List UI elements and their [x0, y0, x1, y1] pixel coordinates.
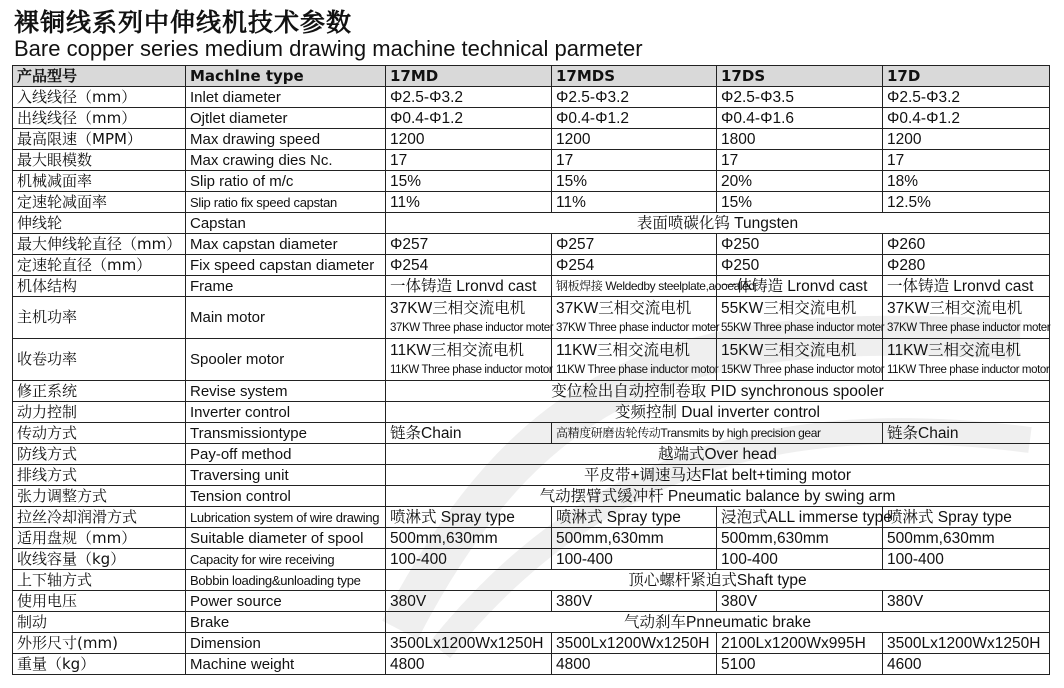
param-name-en: Slip ratio of m/c	[186, 171, 386, 192]
param-value	[552, 297, 720, 339]
param-value: 一体铸造 Lronvd cast	[386, 276, 552, 297]
param-name-en: Capacity for wire receiving	[186, 549, 386, 570]
param-value: 17	[883, 150, 1050, 171]
param-value: 100-400	[883, 549, 1050, 570]
value-line-en: 15KW Three phase inductor motor	[721, 363, 885, 376]
value-line-zh: 37KW三相交流电机	[556, 299, 692, 317]
param-value: 3500Lx1200Wx1250H	[386, 633, 552, 654]
value-line-zh: 37KW三相交流电机	[887, 299, 1023, 317]
value-line-en: 37KW Three phase inductor moter	[887, 321, 1051, 334]
param-name-en: Suitable diameter of spool	[186, 528, 386, 549]
value-line-zh: 15KW三相交流电机	[721, 341, 857, 359]
param-name-zh: 入线线径（mm）	[13, 87, 186, 108]
table-row	[13, 297, 1050, 339]
param-name-zh: 最高限速（MPM）	[13, 129, 186, 150]
param-value: Φ2.5-Φ3.2	[386, 87, 552, 108]
param-value: 17	[717, 150, 883, 171]
param-name-zh: 机械减面率	[13, 171, 186, 192]
param-name-en: Slip ratio fix speed capstan	[186, 192, 386, 213]
param-value: 380V	[386, 591, 552, 612]
table-row	[13, 528, 1050, 549]
table-row	[13, 339, 1050, 381]
param-value: 100-400	[717, 549, 883, 570]
param-name-zh: 防线方式	[13, 444, 186, 465]
param-value: 1200	[552, 129, 717, 150]
param-name-en: Capstan	[186, 213, 386, 234]
param-value: Φ250	[717, 234, 883, 255]
param-value: Φ2.5-Φ3.2	[883, 87, 1050, 108]
value-line-zh: 37KW三相交流电机	[390, 299, 526, 317]
header-en: Machlne type	[186, 66, 386, 87]
param-name-en: Max drawing speed	[186, 129, 386, 150]
param-value: 15%	[717, 192, 883, 213]
param-value: 11%	[386, 192, 552, 213]
param-value: Φ2.5-Φ3.2	[552, 87, 717, 108]
param-value-all: 越端式Over head	[386, 444, 1050, 465]
param-value: 喷淋式 Spray type	[883, 507, 1050, 528]
table-row	[13, 213, 1050, 234]
value-line-zh: 11KW三相交流电机	[556, 341, 691, 359]
value-line-zh: 55KW三相交流电机	[721, 299, 857, 317]
table-row	[13, 255, 1050, 276]
param-value: 500mm,630mm	[883, 528, 1050, 549]
param-name-zh: 收卷功率	[13, 339, 186, 381]
param-value: 喷淋式 Spray type	[386, 507, 552, 528]
param-value: 15%	[386, 171, 552, 192]
param-name-zh: 张力调整方式	[13, 486, 186, 507]
table-row	[13, 276, 1050, 297]
param-value: 5100	[717, 654, 883, 675]
param-value: 380V	[552, 591, 717, 612]
param-name-zh: 上下轴方式	[13, 570, 186, 591]
param-value: 高精度研磨齿轮传动Transmits by high precision gear	[552, 423, 883, 444]
table-row	[13, 612, 1050, 633]
param-value: Φ280	[883, 255, 1050, 276]
table-row	[13, 654, 1050, 675]
param-name-zh: 最大伸线轮直径（mm）	[13, 234, 186, 255]
param-value-all: 表面喷碳化钨 Tungsten	[386, 213, 1050, 234]
table-row	[13, 192, 1050, 213]
param-value: 20%	[717, 171, 883, 192]
param-value	[717, 339, 883, 381]
table-row	[13, 633, 1050, 654]
param-name-en: Machine weight	[186, 654, 386, 675]
param-value: Φ0.4-Φ1.2	[552, 108, 717, 129]
param-value: Φ254	[386, 255, 552, 276]
param-value: 一体铸造 Lronvd cast	[717, 276, 883, 297]
param-value	[386, 297, 552, 339]
param-value: 11%	[552, 192, 717, 213]
value-line-zh: 11KW三相交流电机	[887, 341, 1022, 359]
header-row	[13, 66, 1050, 87]
param-name-zh: 制动	[13, 612, 186, 633]
param-value: 18%	[883, 171, 1050, 192]
param-name-zh: 动力控制	[13, 402, 186, 423]
param-value: 钢板焊接 Weldedby steelplate,aooealed	[552, 276, 717, 297]
param-name-zh: 主机功率	[13, 297, 186, 339]
param-value: Φ0.4-Φ1.6	[717, 108, 883, 129]
table-row	[13, 486, 1050, 507]
param-name-en: Frame	[186, 276, 386, 297]
table-row	[13, 381, 1050, 402]
param-name-en: Main motor	[186, 297, 386, 339]
param-value: 380V	[717, 591, 883, 612]
param-value: 1200	[386, 129, 552, 150]
param-value	[883, 297, 1050, 339]
param-value: 4800	[386, 654, 552, 675]
param-value: 4600	[883, 654, 1050, 675]
param-value	[883, 339, 1050, 381]
table-row	[13, 465, 1050, 486]
value-line-en: 55KW Three phase inductor moter	[721, 321, 885, 334]
param-value: 100-400	[386, 549, 552, 570]
table-row	[13, 108, 1050, 129]
table-row	[13, 549, 1050, 570]
model-17mds: 17MDS	[552, 66, 717, 87]
param-value: Φ257	[552, 234, 717, 255]
param-name-en: Pay-off method	[186, 444, 386, 465]
param-value-all: 气动刹车Pnneumatic brake	[386, 612, 1050, 633]
table-row	[13, 570, 1050, 591]
model-17ds: 17DS	[717, 66, 883, 87]
param-name-zh: 传动方式	[13, 423, 186, 444]
param-value	[717, 297, 883, 339]
param-value: 500mm,630mm	[717, 528, 883, 549]
header-zh: 产品型号	[13, 66, 186, 87]
param-name-en: Tension control	[186, 486, 386, 507]
param-name-en: Spooler motor	[186, 339, 386, 381]
model-17md: 17MD	[386, 66, 552, 87]
value-line-en: 11KW Three phase inductor motor	[556, 363, 719, 376]
param-name-zh: 机体结构	[13, 276, 186, 297]
param-value	[552, 339, 717, 381]
param-name-zh: 修正系统	[13, 381, 186, 402]
param-name-zh: 出线线径（mm）	[13, 108, 186, 129]
param-name-zh: 定速轮直径（mm）	[13, 255, 186, 276]
param-name-zh: 收线容量（kg）	[13, 549, 186, 570]
param-value: 15%	[552, 171, 717, 192]
param-value: Φ254	[552, 255, 717, 276]
table-row	[13, 234, 1050, 255]
param-name-en: Revise system	[186, 381, 386, 402]
model-17d: 17D	[883, 66, 1050, 87]
table-row	[13, 591, 1050, 612]
param-name-en: Ojtlet diameter	[186, 108, 386, 129]
param-value: Φ0.4-Φ1.2	[883, 108, 1050, 129]
param-name-zh: 伸线轮	[13, 213, 186, 234]
param-value: 3500Lx1200Wx1250H	[883, 633, 1050, 654]
param-value: 1200	[883, 129, 1050, 150]
param-name-en: Transmissiontype	[186, 423, 386, 444]
param-value: 4800	[552, 654, 717, 675]
title-english: Bare copper series medium drawing machine technical parmeter	[14, 36, 643, 61]
param-value: 浸泡式ALL immerse type	[717, 507, 883, 528]
value-line-zh: 11KW三相交流电机	[390, 341, 525, 359]
param-value-all: 气动摆臂式缓冲杆 Pneumatic balance by swing arm	[386, 486, 1050, 507]
param-value: 链条Chain	[386, 423, 552, 444]
param-value: 一体铸造 Lronvd cast	[883, 276, 1050, 297]
param-value: 链条Chain	[883, 423, 1050, 444]
value-line-en: 11KW Three phase inductor motor	[887, 363, 1050, 376]
table-row	[13, 129, 1050, 150]
table-row	[13, 402, 1050, 423]
param-value: 17	[552, 150, 717, 171]
param-name-en: Inverter control	[186, 402, 386, 423]
table-row	[13, 507, 1050, 528]
param-value-all: 平皮带+调速马达Flat belt+timing motor	[386, 465, 1050, 486]
param-value: Φ250	[717, 255, 883, 276]
param-value: 喷淋式 Spray type	[552, 507, 717, 528]
param-name-zh: 最大眼模数	[13, 150, 186, 171]
spec-table	[12, 65, 1050, 675]
param-value: Φ2.5-Φ3.5	[717, 87, 883, 108]
param-name-en: Max capstan diameter	[186, 234, 386, 255]
param-value: 2100Lx1200Wx995H	[717, 633, 883, 654]
param-value: 500mm,630mm	[552, 528, 717, 549]
param-name-zh: 定速轮减面率	[13, 192, 186, 213]
param-name-zh: 适用盘规（mm）	[13, 528, 186, 549]
param-value: 100-400	[552, 549, 717, 570]
param-value: 12.5%	[883, 192, 1050, 213]
param-value: Φ0.4-Φ1.2	[386, 108, 552, 129]
param-value: 17	[386, 150, 552, 171]
value-line-en: 37KW Three phase inductor moter	[390, 321, 554, 334]
param-value-all: 变位检出自动控制卷取 PID synchronous spooler	[386, 381, 1050, 402]
param-name-en: Inlet diameter	[186, 87, 386, 108]
param-value: 3500Lx1200Wx1250H	[552, 633, 717, 654]
param-value: 500mm,630mm	[386, 528, 552, 549]
param-name-zh: 使用电压	[13, 591, 186, 612]
table-row	[13, 87, 1050, 108]
param-name-en: Dimension	[186, 633, 386, 654]
table-row	[13, 423, 1050, 444]
param-value-all: 变频控制 Dual inverter control	[386, 402, 1050, 423]
param-value	[386, 339, 552, 381]
table-row	[13, 150, 1050, 171]
table-row	[13, 444, 1050, 465]
param-name-zh: 外形尺寸(mm)	[13, 633, 186, 654]
param-name-zh: 拉丝冷却润滑方式	[13, 507, 186, 528]
param-name-en: Power source	[186, 591, 386, 612]
param-name-en: Lubrication system of wire drawing	[186, 507, 386, 528]
spec-table-body	[13, 66, 1050, 675]
param-value: Φ260	[883, 234, 1050, 255]
param-value: 1800	[717, 129, 883, 150]
value-line-en: 11KW Three phase inductor motor	[390, 363, 553, 376]
param-value: 380V	[883, 591, 1050, 612]
param-name-zh: 排线方式	[13, 465, 186, 486]
param-name-en: Fix speed capstan diameter	[186, 255, 386, 276]
param-name-en: Max crawing dies Nc.	[186, 150, 386, 171]
param-name-zh: 重量（kg）	[13, 654, 186, 675]
param-value-all: 顶心螺杆紧迫式Shaft type	[386, 570, 1050, 591]
param-name-en: Bobbin loading&unloading type	[186, 570, 386, 591]
param-name-en: Brake	[186, 612, 386, 633]
title-chinese: 裸铜线系列中伸线机技术参数	[14, 8, 353, 37]
param-name-en: Traversing unit	[186, 465, 386, 486]
table-row	[13, 171, 1050, 192]
value-line-en: 37KW Three phase inductor moter	[556, 321, 720, 334]
param-value: Φ257	[386, 234, 552, 255]
